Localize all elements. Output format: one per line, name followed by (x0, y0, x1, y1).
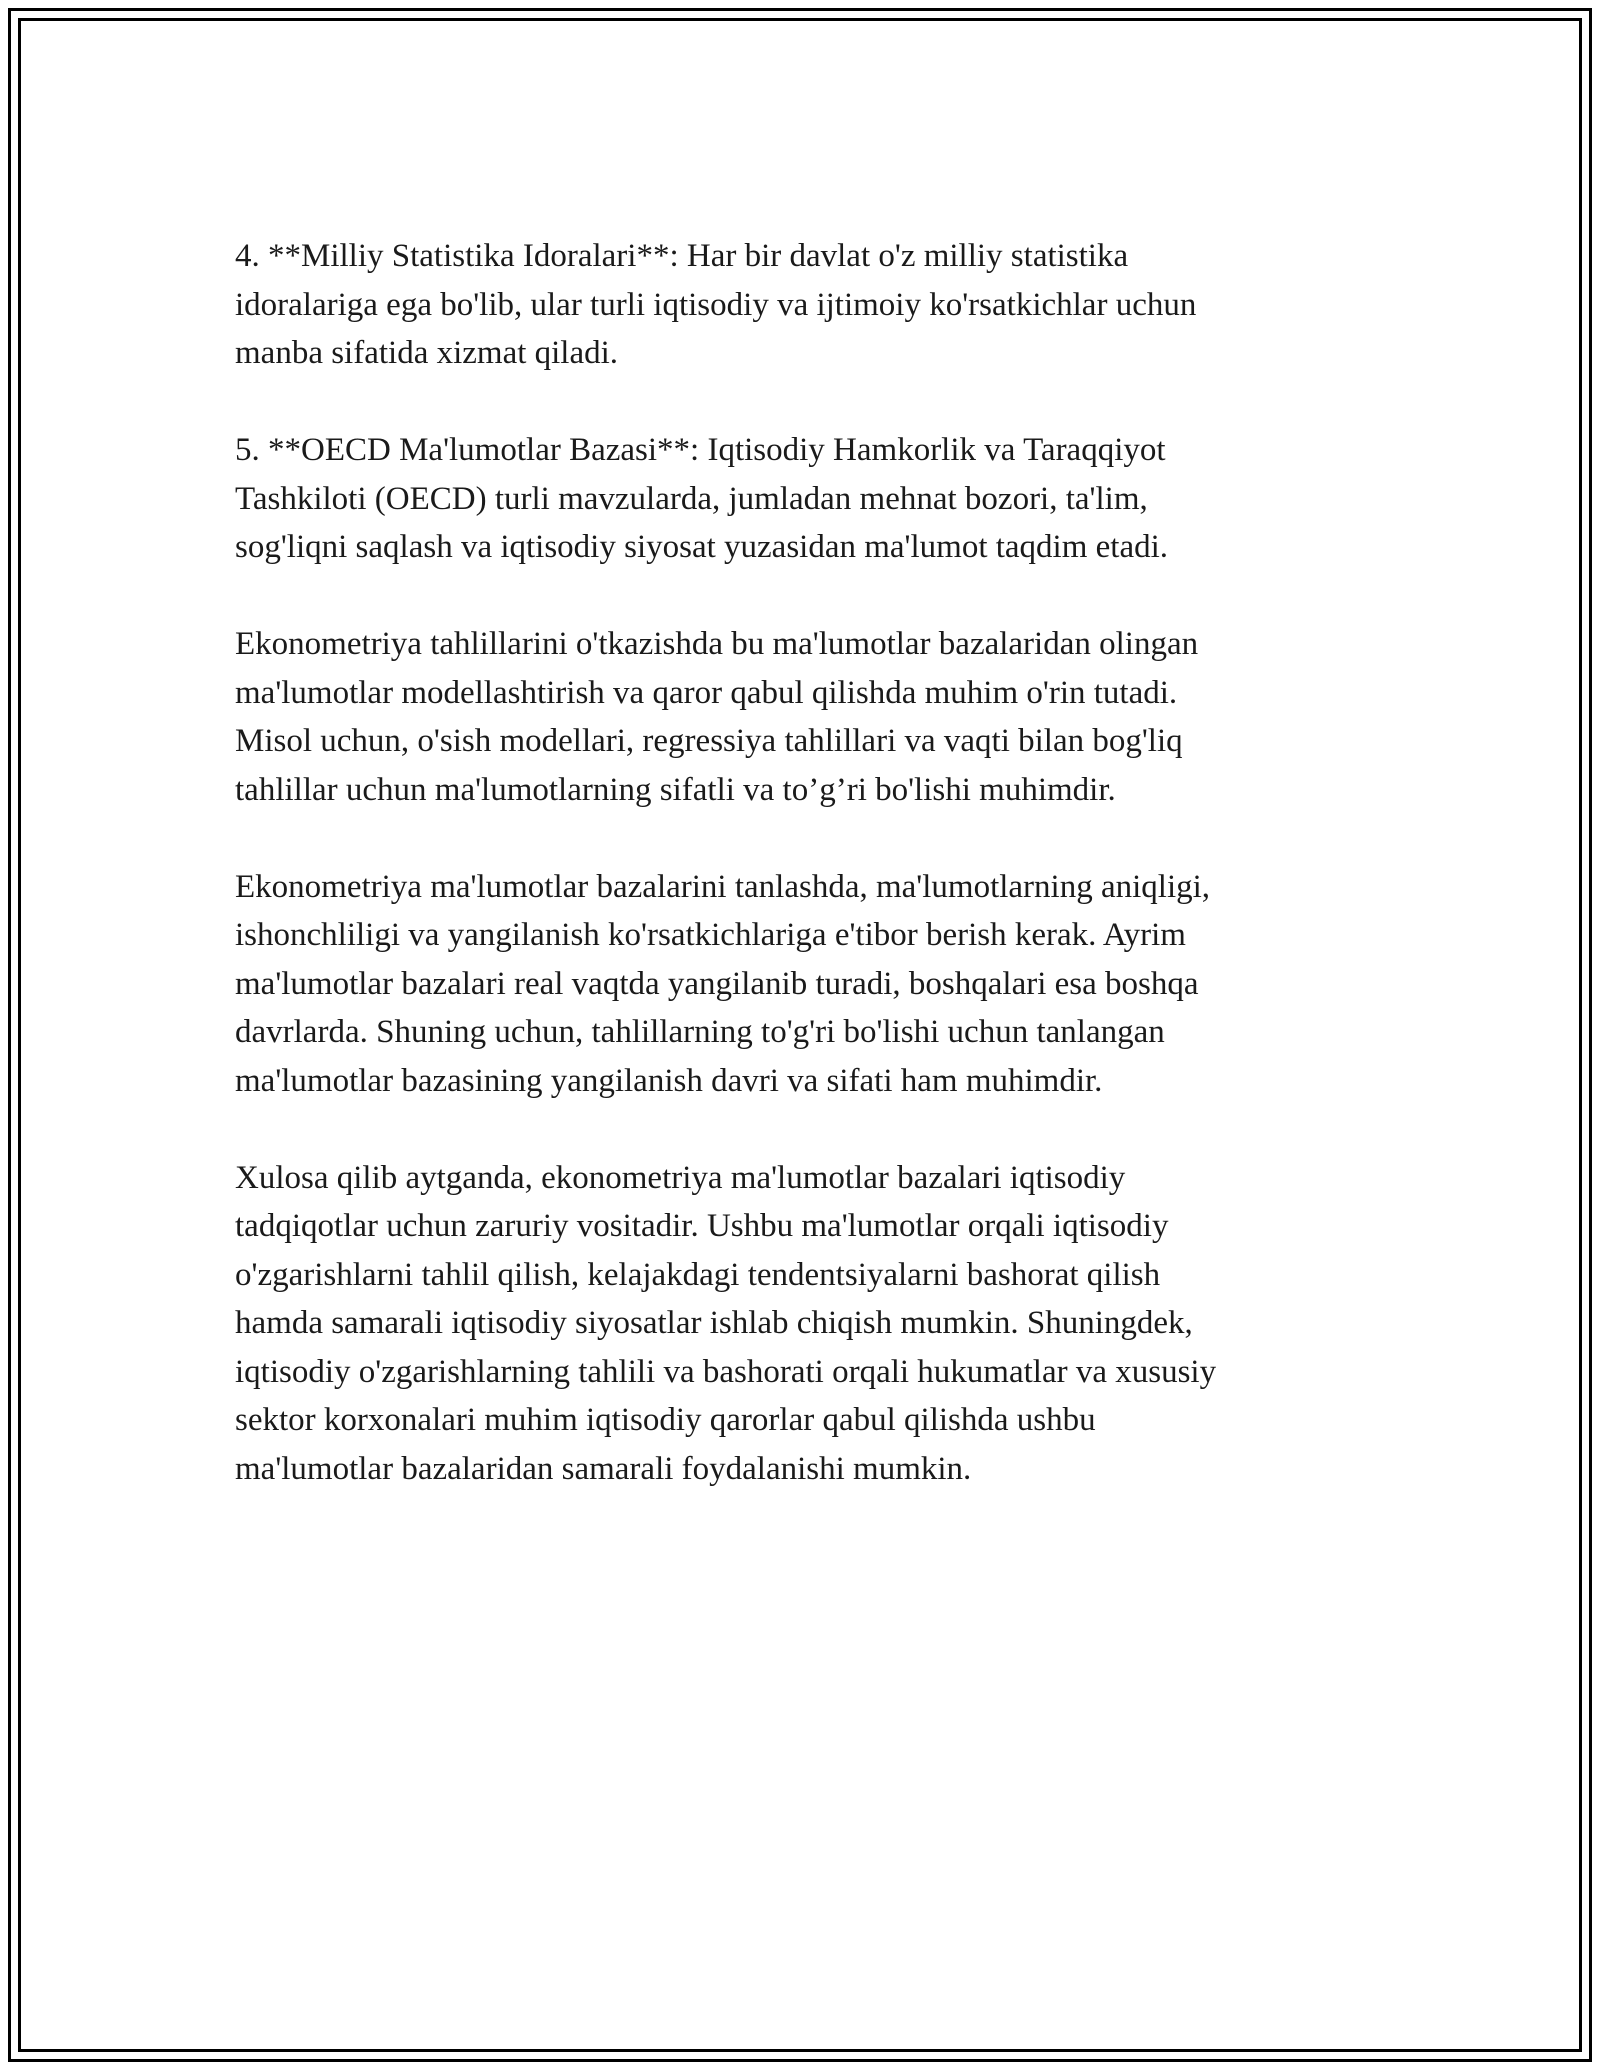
text-line: ma'lumotlar bazalaridan samarali foydalanishi mumkin. (235, 1450, 972, 1487)
text-line: ma'lumotlar bazasining yangilanish davri va sifati ham muhimdir. (235, 1062, 1103, 1099)
text-line: Xulosa qilib aytganda, ekonometriya ma'lumotlar bazalari iqtisodiy (235, 1159, 1126, 1196)
text-line: hamda samarali iqtisodiy siyosatlar ishlab chiqish mumkin. Shuningdek, (235, 1305, 1193, 1341)
text-line: 5. **OECD Ma'lumotlar Bazasi**: Iqtisodiy Hamkorlik va Taraqqiyot (235, 432, 1166, 468)
text-line: sektor korxonalari muhim iqtisodiy qarorlar qabul qilishda ushbu (235, 1402, 1096, 1438)
document-body (235, 232, 1365, 1542)
text-line: ma'lumotlar bazalari real vaqtda yangilanib turadi, boshqalari esa boshqa (235, 965, 1199, 1002)
paragraph-xulosa (235, 1154, 1365, 1494)
text-line: o'zgarishlarni tahlil qilish, kelajakdagi tendentsiyalarni bashorat qilish (235, 1256, 1161, 1293)
text-line: tadqiqotlar uchun zaruriy vositadir. Ushbu ma'lumotlar orqali iqtisodiy (235, 1208, 1169, 1244)
text-line: idoralariga ega bo'lib, ular turli iqtisodiy va ijtimoiy ko'rsatkichlar uchun (235, 286, 1197, 323)
text-line: Ekonometriya ma'lumotlar bazalarini tanlashda, ma'lumotlarning aniqligi, (235, 868, 1211, 905)
text-line: tahlillar uchun ma'lumotlarning sifatli va to’g’ri bo'lishi muhimdir. (235, 771, 1116, 808)
text-line: davrlarda. Shuning uchun, tahlillarning to'g'ri bo'lishi uchun tanlangan (235, 1014, 1165, 1050)
text-line: sog'liqni saqlash va iqtisodiy siyosat yuzasidan ma'lumot taqdim etadi. (235, 529, 1169, 565)
paragraph-oecd (235, 426, 1365, 572)
text-line: Ekonometriya tahlillarini o'tkazishda bu ma'lumotlar bazalaridan olingan (235, 626, 1199, 662)
text-line: ma'lumotlar modellashtirish va qaror qabul qilishda muhim o'rin tutadi. (235, 674, 1178, 711)
paragraph-ekonometriya-tahlillari (235, 620, 1365, 814)
text-line: 4. **Milliy Statistika Idoralari**: Har bir davlat o'z milliy statistika (235, 238, 1129, 274)
text-line: Misol uchun, o'sish modellari, regressiya tahlillari va vaqti bilan bog'liq (235, 723, 1183, 759)
paragraph-bazalarni-tanlash (235, 863, 1365, 1106)
text-line: Tashkiloti (OECD) turli mavzularda, jumladan mehnat bozori, ta'lim, (235, 480, 1148, 517)
paragraph-milliy-statistika (235, 232, 1365, 378)
text-line: manba sifatida xizmat qiladi. (235, 335, 619, 371)
text-line: ishonchliligi va yangilanish ko'rsatkichlariga e'tibor berish kerak. Ayrim (235, 917, 1186, 953)
text-line: iqtisodiy o'zgarishlarning tahlili va bashorati orqali hukumatlar va xususiy (235, 1353, 1217, 1390)
